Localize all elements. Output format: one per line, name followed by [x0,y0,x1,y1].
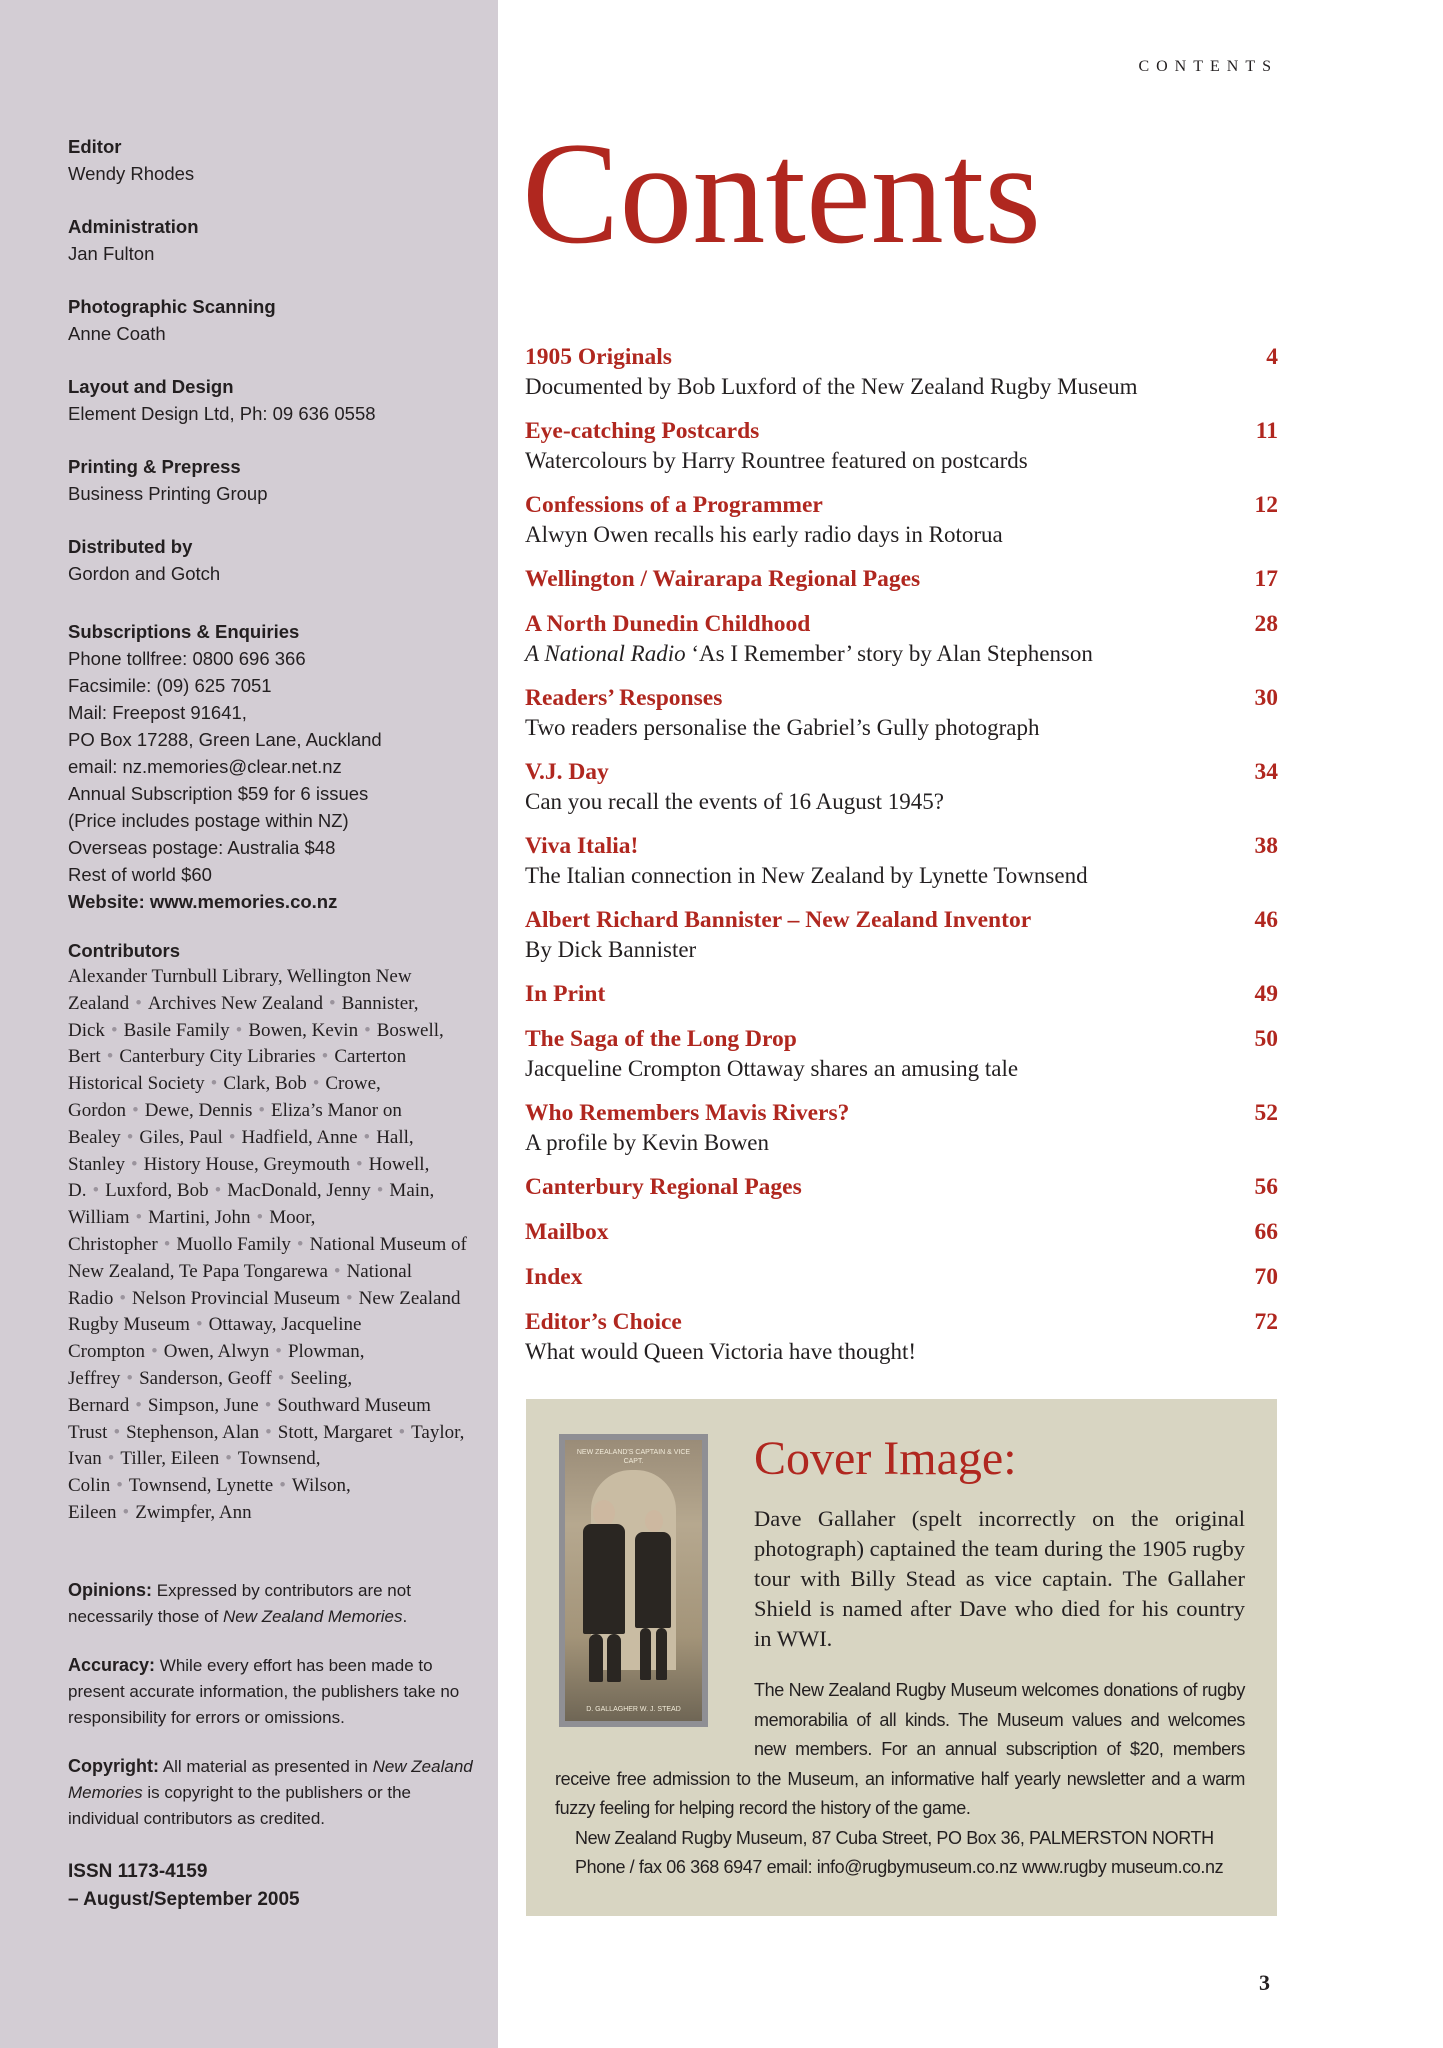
toc-entry-page[interactable]: 30 [1254,685,1278,711]
credits-list [68,133,478,613]
toc-entry-row [525,565,1278,594]
bullet-separator: • [135,1394,142,1416]
bullet-separator: • [116,1475,123,1497]
accuracy-text: While every effort has been made to present accurate information, the publishers take no responsibility for errors or omissions. [68,1656,460,1727]
cover-photo [559,1434,708,1727]
magazine-name: New Zealand Memories [222,1607,403,1626]
photo-caption-bottom: D. GALLAGHER W. J. STEAD [586,1706,681,1713]
contributor-name: Sanderson, Geoff [139,1367,272,1389]
credit-label: Layout and Design [68,376,234,397]
toc-entry-subtitle [525,446,1278,475]
contributor-name: Townsend, Colin [68,1448,321,1497]
bullet-separator: • [345,1287,353,1309]
toc-entry-row [525,491,1278,520]
toc-entry-subtitle-text: What would Queen Victoria have thought! [525,1339,916,1364]
contributor-name: Muollo Family [176,1233,291,1255]
contributor-name: Taylor, Ivan [68,1421,465,1470]
cover-heading: Cover Image: [754,1432,1017,1485]
credit-value: Element Design Ltd, Ph: 09 636 0558 [68,403,376,424]
credit-label: Administration [68,216,199,237]
credit-item [68,133,478,187]
toc-entry-title[interactable]: Readers’ Responses [525,685,723,711]
bullet-separator: • [92,1180,100,1202]
bullet-separator: • [195,1314,203,1336]
contributor-name: Martini, John [148,1207,251,1229]
contributor-name: Carterton Historical Society [68,1046,407,1095]
contributor-name: Seeling, Bernard [68,1367,353,1416]
toc-entry-title[interactable]: Viva Italia! [525,833,639,859]
toc-entry-subtitle-text: Alwyn Owen recalls his early radio days in Rotorua [525,522,1003,547]
bullet-separator: • [126,1126,134,1148]
credit-item [68,533,478,587]
bullet-separator: • [321,1046,329,1068]
toc-entry[interactable] [525,684,1278,742]
toc-entry-page[interactable]: 49 [1254,981,1278,1007]
toc-entry[interactable] [525,417,1278,475]
contributor-name: National Museum of New Zealand, Te Papa Tongarewa [68,1233,467,1282]
toc-entry-subtitle-text: Watercolours by Harry Rountree featured on postcards [525,448,1028,473]
toc-entry-page[interactable]: 66 [1254,1219,1278,1245]
contributor-name: Alexander Turnbull Library, Wellington New Zealand [68,966,412,1014]
toc-entry-subtitle [525,1054,1278,1083]
toc-entry-subtitle-text: The Italian connection in New Zealand by Lynette Townsend [525,863,1088,888]
bullet-separator: • [333,1260,341,1282]
bullet-separator: • [151,1341,158,1363]
bullet-separator: • [113,1421,121,1443]
opinions-label: Opinions: [68,1580,152,1600]
contributor-name: MacDonald, Jenny [227,1180,371,1202]
contributor-name: Zwimpfer, Ann [135,1501,252,1523]
toc-entry-row [525,832,1278,861]
bullet-separator: • [235,1019,243,1041]
bullet-separator: • [264,1394,272,1416]
toc-entry-page[interactable]: 4 [1266,344,1278,370]
bullet-separator: • [228,1126,236,1148]
subscription-line: (Price includes postage within NZ) [68,810,349,831]
toc-entry-title[interactable]: Who Remembers Mavis Rivers? [525,1100,850,1126]
contributor-name: Bowen, Kevin [248,1019,359,1041]
notes-section [68,1577,478,1854]
bullet-separator: • [225,1448,232,1470]
toc-entry[interactable] [525,758,1278,816]
bullet-separator: • [163,1233,171,1255]
subscription-line: email: nz.memories@clear.net.nz [68,756,342,777]
toc-entry-title[interactable]: Editor’s Choice [525,1309,682,1335]
contributor-name: Moor, Christopher [68,1207,316,1255]
toc-entry-page[interactable]: 28 [1254,611,1278,637]
toc-entry-subtitle [525,372,1278,401]
toc-entry-subtitle-text: Documented by Bob Luxford of the New Zealand Rugby Museum [525,374,1138,399]
toc-entry-title[interactable]: Eye-catching Postcards [525,418,760,444]
toc-entry-row [525,417,1278,446]
toc-entry-row [525,1308,1278,1337]
toc-entry-row [525,1025,1278,1054]
contributor-name: Boswell, Bert [68,1019,444,1068]
credit-label: Printing & Prepress [68,456,241,477]
bullet-separator: • [122,1501,130,1523]
toc-entry-title[interactable]: 1905 Originals [525,344,672,370]
copyright-note [68,1753,478,1832]
toc-entry-subtitle [525,1337,1278,1366]
copyright-end: is copyright to the publishers or the individual contributors as credited. [68,1783,412,1828]
contributor-name: Crowe, Gordon [68,1073,381,1121]
toc-entry-title[interactable]: The Saga of the Long Drop [525,1026,797,1052]
toc-entry-title[interactable]: In Print [525,981,606,1007]
toc-entry-subtitle [525,787,1278,816]
contributor-name: Wilson, Eileen [68,1475,351,1523]
copyright-label: Copyright: [68,1756,159,1776]
toc-entry-page[interactable]: 11 [1255,418,1278,444]
bullet-separator: • [279,1475,286,1497]
subscription-line: PO Box 17288, Green Lane, Auckland [68,729,382,750]
toc-entry-title[interactable]: Index [525,1264,583,1290]
museum-notice: The New Zealand Rugby Museum welcomes donations of rugby memorabilia of all kinds. The Museum values and welcomes new members. For an annual subscription of $20, members receive free admission to the Museum, an informative half yearly newsletter and a warm fuzzy feeling for helping record the history of the game. [555,1680,1245,1818]
contributor-name: Stott, Margaret [277,1421,393,1443]
credit-label: Editor [68,136,122,157]
toc-entry-page[interactable]: 46 [1254,907,1278,933]
toc-entry[interactable] [525,1263,1278,1292]
bullet-separator: • [398,1421,406,1443]
accuracy-note [68,1652,478,1731]
toc-entry-subtitle [525,861,1278,890]
toc-entry[interactable] [525,491,1278,549]
issn-number: ISSN 1173-4159 [68,1861,208,1882]
bullet-separator: • [135,1207,143,1229]
credit-item [68,453,478,507]
contributor-name: Owen, Alwyn [163,1341,270,1363]
page-title: Contents [522,112,1042,274]
subscription-line: Facsimile: (09) 625 7051 [68,675,272,696]
contributor-name: Tiller, Eileen [120,1448,220,1470]
bullet-separator: • [132,1099,139,1121]
contributor-name: Southward Museum Trust [68,1394,431,1443]
toc-entry-row [525,980,1278,1009]
toc-entry-row [525,906,1278,935]
contributor-name: Stephenson, Alan [126,1421,260,1443]
contributors-list [68,964,468,1527]
toc-entry-subtitle [525,520,1278,549]
credit-item [68,293,478,347]
bullet-separator: • [126,1367,134,1389]
toc-entry-subtitle-text: A profile by Kevin Bowen [525,1130,770,1155]
bullet-separator: • [106,1046,114,1068]
bullet-separator: • [256,1207,264,1229]
opinions-text: Expressed by contributors are not necessarily those of [68,1581,411,1626]
credit-value: Gordon and Gotch [68,563,221,584]
toc-entry-subtitle-text: Jacqueline Crompton Ottaway shares an amusing tale [525,1056,1019,1081]
credit-item [68,213,478,267]
toc-entry-title[interactable]: Albert Richard Bannister – New Zealand Inventor [525,907,1032,933]
toc-entry[interactable] [525,832,1278,890]
bullet-separator: • [275,1341,282,1363]
contributor-name: Luxford, Bob [105,1180,209,1202]
page-number: 3 [1259,1970,1270,1995]
toc-entry-subtitle [525,639,1278,668]
toc-entry[interactable] [525,1099,1278,1157]
bullet-separator: • [363,1126,371,1148]
contributor-name: Hadfield, Anne [241,1126,358,1148]
toc-entry-title[interactable]: V.J. Day [525,759,609,785]
subscription-line: Rest of world $60 [68,864,212,885]
issue-date: – August/September 2005 [68,1889,300,1910]
toc-entry-subtitle [525,1128,1278,1157]
toc-entry-subtitle-italic: A National Radio [525,641,686,666]
subscription-line: Mail: Freepost 91641, [68,702,247,723]
photo-caption-top: NEW ZEALAND'S CAPTAIN & VICE CAPT. [576,1449,691,1465]
bullet-separator: • [329,992,336,1014]
credit-label: Photographic Scanning [68,296,276,317]
subscriptions-section [68,618,488,915]
bullet-separator: • [107,1448,115,1470]
contributor-name: Eliza’s Manor on Bealey [68,1099,402,1148]
bullet-separator: • [214,1180,222,1202]
toc-entry-page[interactable]: 38 [1254,833,1278,859]
bullet-separator: • [356,1153,363,1175]
subscription-line: Annual Subscription $59 for 6 issues [68,783,369,804]
toc-entry-row [525,1099,1278,1128]
toc-entry-row [525,343,1278,372]
toc-entry-subtitle-text: By Dick Bannister [525,937,697,962]
bullet-separator: • [277,1367,285,1389]
toc-entry-subtitle [525,935,1278,964]
toc-entry-subtitle-text: ‘As I Remember’ story by Alan Stephenson [691,641,1093,666]
toc-entry-page[interactable]: 52 [1254,1100,1278,1126]
accuracy-label: Accuracy: [68,1655,156,1675]
bullet-separator: • [265,1421,272,1443]
bullet-separator: • [131,1153,138,1175]
contributor-name: Nelson Provincial Museum [132,1287,340,1309]
toc-entry-title[interactable]: A North Dunedin Childhood [525,611,811,637]
bullet-separator: • [312,1073,320,1095]
contributor-name: Simpson, June [147,1394,259,1416]
copyright-text: All material as presented in [162,1757,368,1776]
toc-entry-subtitle [525,713,1278,742]
toc-entry-subtitle-text: Two readers personalise the Gabriel’s Gully photograph [525,715,1040,740]
contributor-name: Plowman, Jeffrey [68,1341,365,1389]
toc-entry-page[interactable]: 12 [1254,492,1278,518]
toc-entry[interactable] [525,980,1278,1009]
contributor-name: Bannister, Dick [68,992,419,1041]
toc-entry[interactable] [525,565,1278,594]
toc-entry-page[interactable]: 50 [1254,1026,1278,1052]
contributors-heading: Contributors [68,940,181,961]
credit-value: Anne Coath [68,323,166,344]
toc-entry-row [525,610,1278,639]
magazine-name: New Zealand Memories [68,1757,473,1802]
bullet-separator: • [376,1180,384,1202]
contributor-name: Ottaway, Jacqueline Crompton [68,1314,362,1363]
issn-block [68,1858,300,1914]
bullet-separator: • [110,1019,118,1041]
toc-entry-page[interactable]: 34 [1254,759,1278,785]
contributor-name: Basile Family [123,1019,230,1041]
toc-entry-page[interactable]: 70 [1254,1264,1278,1290]
toc-entry[interactable] [525,1173,1278,1202]
table-of-contents [525,343,1278,1382]
bullet-separator: • [119,1287,127,1309]
contributor-name: Archives New Zealand [147,992,323,1014]
subscription-line: Overseas postage: Australia $48 [68,837,336,858]
toc-entry[interactable] [525,610,1278,668]
contributor-name: New Zealand Rugby Museum [68,1287,461,1336]
contributor-name: Townsend, Lynette [128,1475,274,1497]
cover-description: Dave Gallaher (spelt incorrectly on the original photograph) captained the team during the 1905 rugby tour with Billy Stead as vice captain. The Gallaher Shield is named after Dave who died for his country in WWI. [754,1506,1245,1651]
credit-label: Distributed by [68,536,193,557]
toc-entry-page[interactable]: 17 [1254,566,1278,592]
toc-entry-row [525,684,1278,713]
toc-entry[interactable] [525,343,1278,401]
toc-entry-row [525,1173,1278,1202]
museum-contact: Phone / fax 06 368 6947 email: info@rugbymuseum.co.nz www.rugby museum.co.nz [575,1857,1224,1877]
toc-entry-row [525,758,1278,787]
credit-value: Wendy Rhodes [68,163,195,184]
bullet-separator: • [296,1233,304,1255]
opinions-note [68,1577,478,1630]
contributor-name: Howell, D. [68,1153,430,1202]
bullet-separator: • [210,1073,218,1095]
running-head: CONTENTS [1138,58,1278,75]
toc-entry[interactable] [525,1308,1278,1366]
bullet-separator: • [364,1019,371,1041]
toc-entry-subtitle-text: Can you recall the events of 16 August 1945? [525,789,945,814]
contributor-name: National Radio [68,1260,412,1309]
contributor-name: Hall, Stanley [68,1126,414,1175]
credit-item [68,373,478,427]
credit-value: Jan Fulton [68,243,155,264]
toc-entry-page[interactable]: 56 [1254,1174,1278,1200]
contributors-section [68,937,468,1527]
contributor-name: History House, Greymouth [143,1153,350,1175]
toc-entry-title[interactable]: Confessions of a Programmer [525,492,823,518]
subscription-line: Phone tollfree: 0800 696 366 [68,648,306,669]
toc-entry[interactable] [525,906,1278,964]
toc-entry[interactable] [525,1218,1278,1247]
contributor-name: Main, William [68,1180,435,1229]
contributor-name: Clark, Bob [223,1073,307,1095]
toc-entry-row [525,1263,1278,1292]
toc-entry-title[interactable]: Canterbury Regional Pages [525,1174,802,1200]
credit-value: Business Printing Group [68,483,268,504]
website-link[interactable]: Website: www.memories.co.nz [68,891,338,912]
toc-entry-title[interactable]: Wellington / Wairarapa Regional Pages [525,566,921,592]
bullet-separator: • [135,992,142,1014]
toc-entry-page[interactable]: 72 [1254,1309,1278,1335]
subscriptions-heading: Subscriptions & Enquiries [68,621,300,642]
opinions-end: . [402,1607,408,1626]
toc-entry[interactable] [525,1025,1278,1083]
cover-image-box [526,1399,1277,1916]
bullet-separator: • [258,1099,266,1121]
contributor-name: Canterbury City Libraries [119,1046,316,1068]
museum-address: New Zealand Rugby Museum, 87 Cuba Street, PO Box 36, PALMERSTON NORTH [575,1827,1214,1848]
contributor-name: Dewe, Dennis [144,1099,253,1121]
toc-entry-row [525,1218,1278,1247]
toc-entry-title[interactable]: Mailbox [525,1219,609,1245]
contributor-name: Giles, Paul [139,1126,223,1148]
